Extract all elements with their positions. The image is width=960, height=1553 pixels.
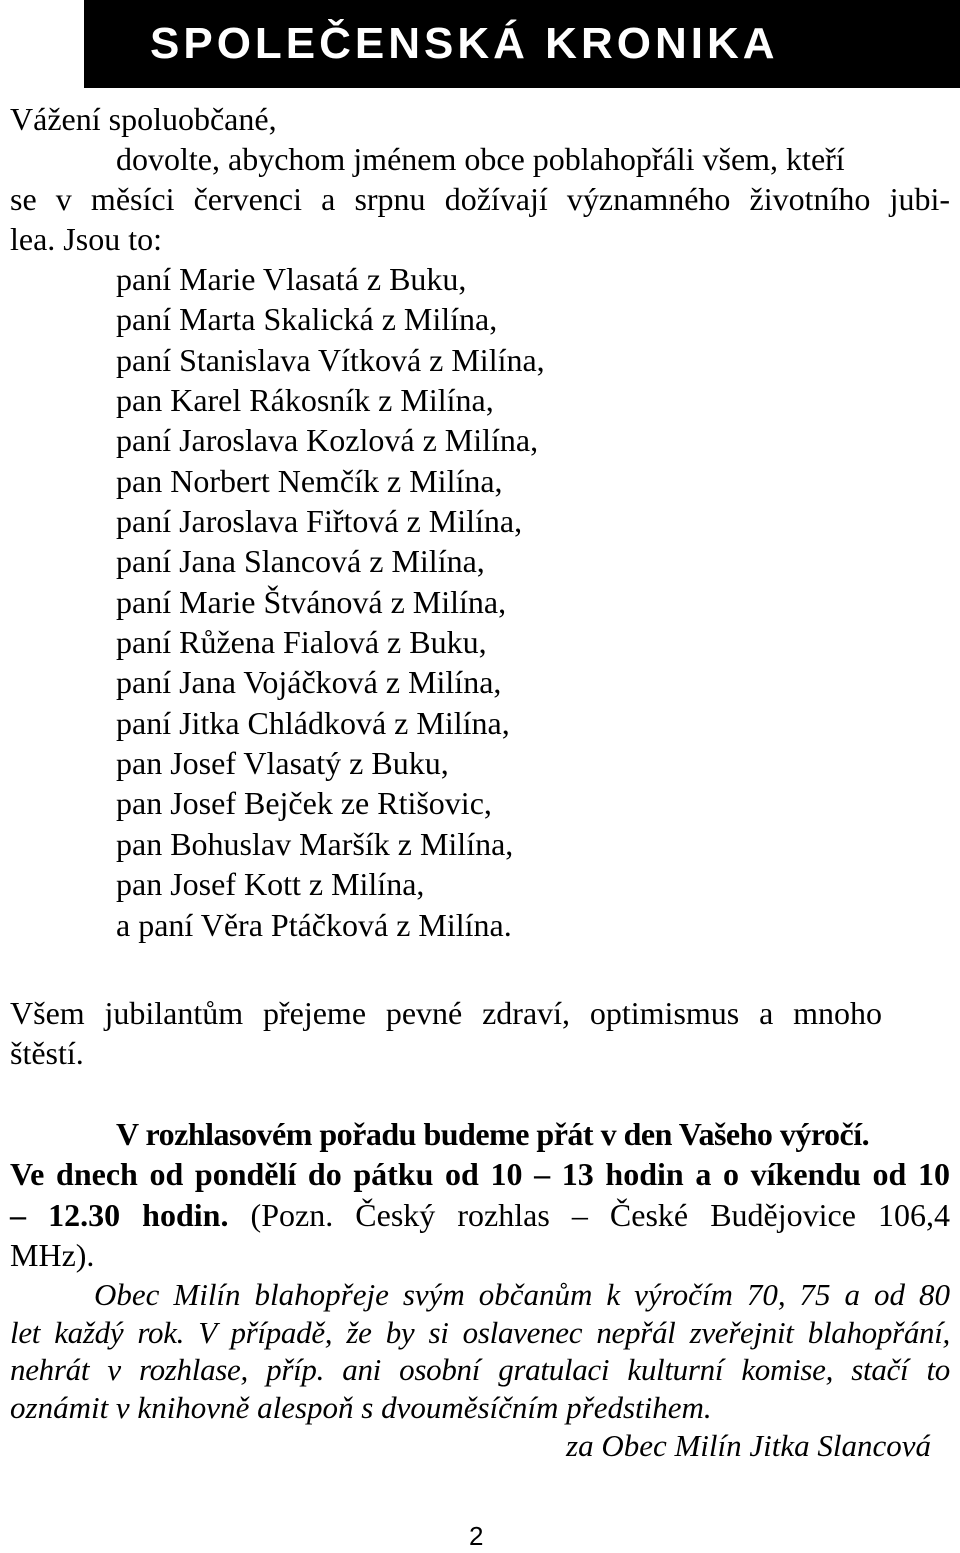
page-title: SPOLEČENSKÁ KRONIKA	[150, 19, 779, 68]
radio-line-2: Ve dnech od pondělí do pátku od 10 – 13 hodin a o víkendu od 10	[10, 1156, 950, 1192]
intro-line-1: dovolte, abychom jménem obce poblahopřáli všem, kteří	[116, 141, 845, 177]
radio-time-end: – 12.30 hodin.	[10, 1197, 229, 1233]
list-item: paní Jaroslava Fiřtová z Milína,	[116, 503, 523, 539]
radio-line-4: MHz).	[10, 1237, 95, 1273]
list-item: paní Marie Vlasatá z Buku,	[116, 261, 467, 297]
wishes-line-2: štěstí.	[10, 1035, 84, 1071]
greeting: Vážení spoluobčané,	[10, 101, 277, 137]
note-line-2: let každý rok. V případě, že by si oslavenec nepřál zveřejnit blahopřání,	[10, 1315, 950, 1350]
list-item: paní Marie Štvánová z Milína,	[116, 584, 507, 620]
list-item: paní Růžena Fialová z Buku,	[116, 624, 487, 660]
intro-line-2: se v měsíci červenci a srpnu dožívají významného životního jubi-	[10, 181, 950, 217]
list-item: paní Jaroslava Kozlová z Milína,	[116, 422, 539, 458]
list-item: pan Josef Vlasatý z Buku,	[116, 745, 449, 781]
list-item: pan Bohuslav Maršík z Milína,	[116, 826, 514, 862]
radio-line-1: V rozhlasovém pořadu budeme přát v den Vašeho výročí.	[116, 1116, 870, 1152]
list-item: pan Josef Kott z Milína,	[116, 866, 425, 902]
list-item: paní Jana Vojáčková z Milína,	[116, 664, 502, 700]
list-item: pan Karel Rákosník z Milína,	[116, 382, 494, 418]
note-line-1: Obec Milín blahopřeje svým občanům k výročím 70, 75 a od 80	[94, 1277, 950, 1312]
signature: za Obec Milín Jitka Slancová	[566, 1428, 932, 1463]
wishes-line-1: Všem jubilantům přejeme pevné zdraví, optimismus a mnoho	[10, 995, 882, 1031]
note-line-3: nehrát v rozhlase, příp. ani osobní gratulaci kulturní komise, stačí to	[10, 1352, 950, 1387]
list-item: paní Jitka Chládková z Milína,	[116, 705, 510, 741]
list-item: paní Stanislava Vítková z Milína,	[116, 342, 545, 378]
page-number: 2	[469, 1521, 484, 1551]
radio-source: (Pozn. Český rozhlas – České Budějovice 106,4	[250, 1197, 951, 1233]
intro-line-3: lea. Jsou to:	[10, 221, 162, 257]
note-line-4: oznámit v knihovně alespoň s dvouměsíčním předstihem.	[10, 1390, 712, 1425]
list-item: paní Marta Skalická z Milína,	[116, 301, 498, 337]
list-item: pan Norbert Nemčík z Milína,	[116, 463, 503, 499]
list-item: paní Jana Slancová z Milína,	[116, 543, 485, 579]
radio-line-3	[10, 1195, 950, 1235]
list-item: a paní Věra Ptáčková z Milína.	[116, 907, 512, 943]
list-item: pan Josef Bejček ze Rtišovic,	[116, 785, 492, 821]
